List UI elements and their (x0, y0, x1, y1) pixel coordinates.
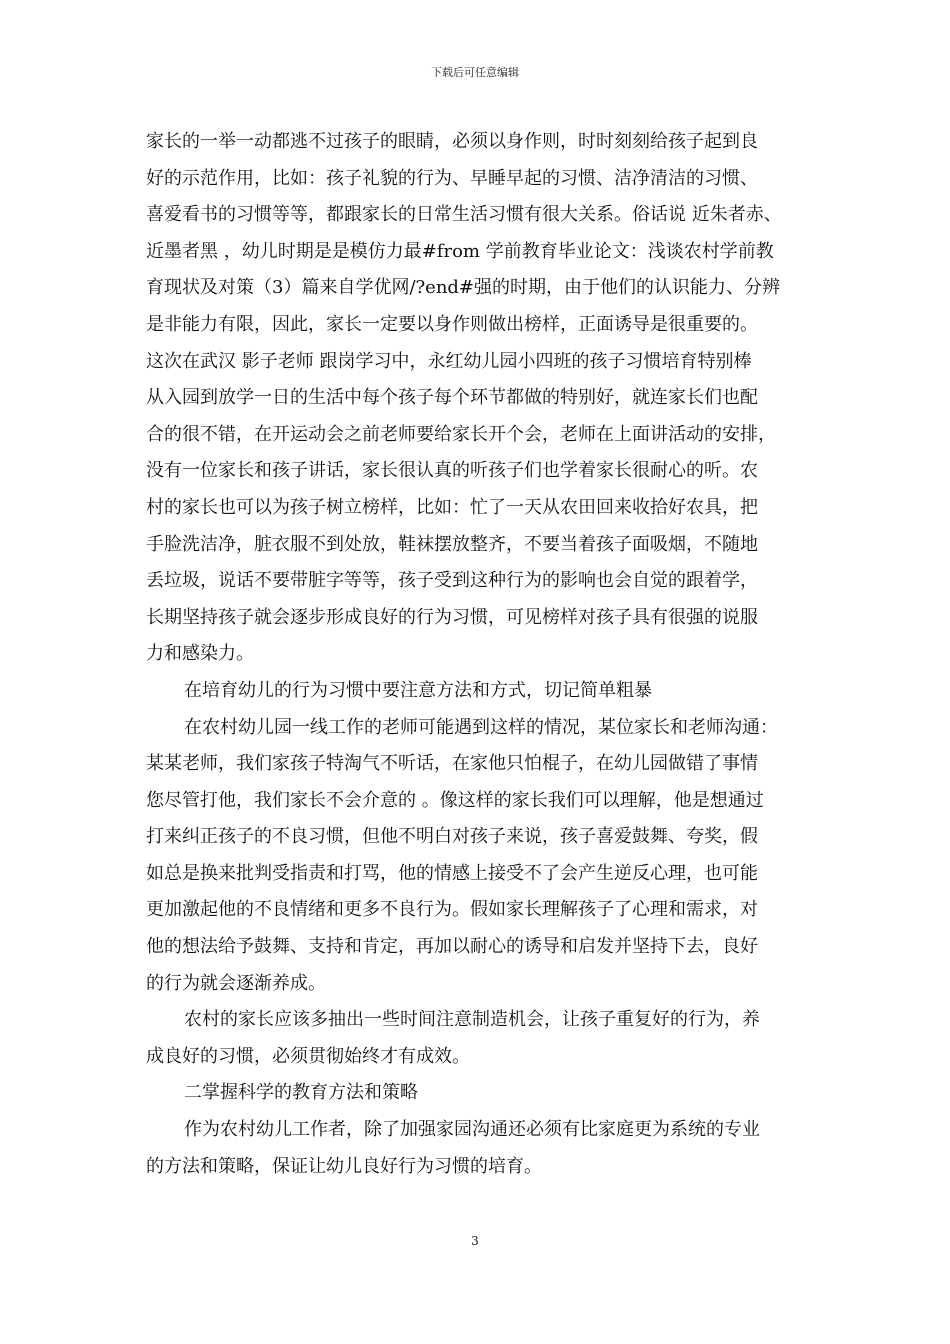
text-line: 在农村幼儿园一线工作的老师可能遇到这样的情况，某位家长和老师沟通： (184, 716, 778, 738)
text-line: 家长的一举一动都逃不过孩子的眼睛，必须以身作则，时时刻刻给孩子起到良 (146, 131, 758, 152)
text-line: 好的示范作用，比如：孩子礼貌的行为、早睡早起的习惯、洁净清洁的习惯、 (146, 167, 758, 189)
section-heading-methods (146, 673, 814, 710)
text-line: 力和感染力。 (146, 643, 254, 665)
text-line: 某某老师，我们家孩子特淘气不听话，在家他只怕棍子，在幼儿园做错了事情 (146, 753, 758, 775)
page-header: 下载后可任意编辑 (431, 66, 519, 79)
text-line: 没有一位家长和孩子讲话，家长很认真的听孩子们也学着家长很耐心的听。农 (146, 460, 758, 482)
text-line: 手脸洗洁净，脏衣服不到处放，鞋袜摆放整齐，不要当着孩子面吸烟，不随地 (146, 533, 758, 555)
text-line: 的方法和策略，保证让幼儿良好行为习惯的培育。 (146, 1155, 542, 1177)
text-line: 您尽管打他，我们家长不会介意的 。像这样的家长我们可以理解，他是想通过 (146, 789, 764, 811)
text-line: 近墨者黑 ，幼儿时期是是模仿力最#from 学前教育毕业论文：浅谈农村学前教 (146, 240, 774, 262)
text-line: 丢垃圾，说话不要带脏字等等，孩子受到这种行为的影响也会自觉的跟着学， (146, 570, 758, 592)
text-line: 村的家长也可以为孩子树立榜样，比如：忙了一天从农田回来收拾好农具，把 (146, 496, 758, 518)
paragraph-professional-methods (146, 1112, 814, 1185)
text-line: 这次在武汉 影子老师 跟岗学习中，永红幼儿园小四班的孩子习惯培育特别棒 (146, 350, 752, 372)
text-line: 如总是换来批判受指责和打骂，他的情感上接受不了会产生逆反心理，也可能 (146, 862, 758, 884)
document-body (146, 124, 814, 1185)
text-line: 长期坚持孩子就会逐步形成良好的行为习惯，可见榜样对孩子具有很强的说服 (146, 606, 758, 628)
paragraph-role-models (146, 124, 814, 673)
text-line: 是非能力有限，因此，家长一定要以身作则做出榜样，正面诱导是很重要的。 (146, 313, 758, 335)
text-line: 育现状及对策（3）篇来自学优网/?end#强的时期，由于他们的认识能力、分辨 (146, 277, 781, 299)
text-line: 在培育幼儿的行为习惯中要注意方法和方式，切记简单粗暴 (184, 679, 652, 701)
paragraph-repeat-behavior (146, 1002, 814, 1075)
section-heading-strategies (146, 1075, 814, 1112)
text-line: 喜爱看书的习惯等等，都跟家长的日常生活习惯有很大关系。俗话说 近朱者赤、 (146, 204, 782, 226)
text-line: 农村的家长应该多抽出一些时间注意制造机会，让孩子重复好的行为，养 (184, 1009, 760, 1031)
text-line: 他的想法给予鼓舞、支持和肯定，再加以耐心的诱导和启发并坚持下去，良好 (146, 936, 758, 958)
page-number: 3 (471, 1234, 479, 1248)
text-line: 打来纠正孩子的不良习惯，但他不明白对孩子来说，孩子喜爱鼓舞、夸奖，假 (146, 826, 758, 848)
paragraph-teacher-communication (146, 710, 814, 1003)
text-line: 二掌握科学的教育方法和策略 (184, 1082, 418, 1104)
text-line: 作为农村幼儿工作者，除了加强家园沟通还必须有比家庭更为系统的专业 (184, 1119, 760, 1141)
text-line: 从入园到放学一日的生活中每个孩子每个环节都做的特别好，就连家长们也配 (146, 387, 758, 409)
text-line: 合的很不错，在开运动会之前老师要给家长开个会，老师在上面讲活动的安排， (146, 423, 776, 445)
text-line: 的行为就会逐渐养成。 (146, 972, 326, 994)
text-line: 成良好的习惯，必须贯彻始终才有成效。 (146, 1045, 470, 1067)
text-line: 更加激起他的不良情绪和更多不良行为。假如家长理解孩子了心理和需求，对 (146, 899, 758, 921)
